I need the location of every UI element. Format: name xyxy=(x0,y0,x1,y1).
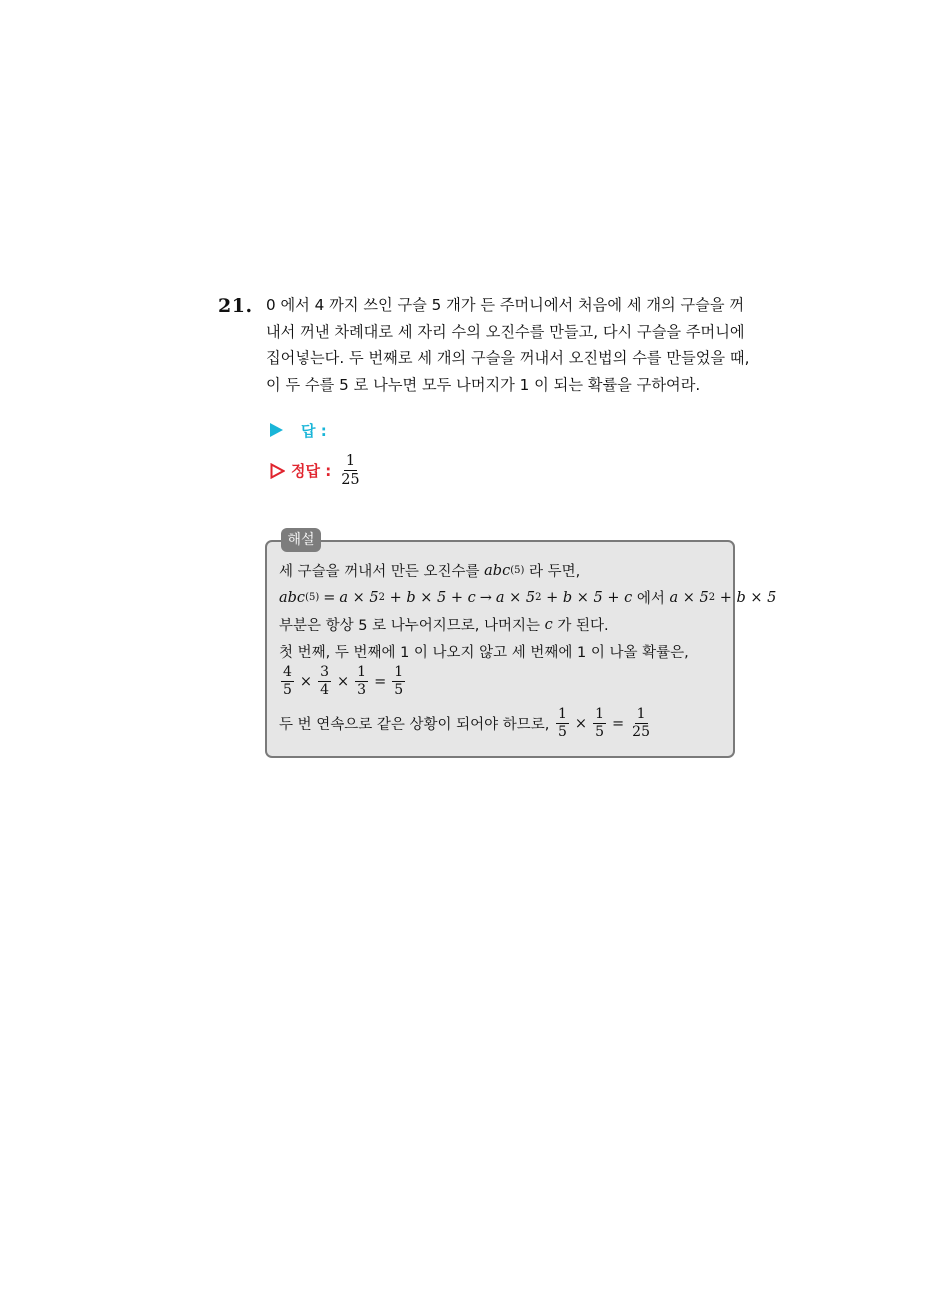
answer-label: 답 : xyxy=(301,422,327,440)
explanation-line-2: abc (5) = a × 5 2 + b × 5 + c → a × 5 2 + b × 5 + c 에서 a × 5 2 + b × 5 xyxy=(279,589,777,607)
fraction: $\frac{1}{5}$ xyxy=(558,706,567,740)
explanation-line-5: $\frac{4}{5}$ × $\frac{3}{4}$ × $\frac{1}{3}$ = $\frac{1}{5}$ xyxy=(283,664,404,698)
problem-number: 21. xyxy=(218,295,253,317)
solution-row xyxy=(270,452,364,489)
problem-line: 집어넣는다. 두 번째로 세 개의 구슬을 꺼내서 오진법의 수를 만들었을 때, xyxy=(266,349,750,367)
outline-triangle-icon xyxy=(270,463,285,479)
fraction: $\frac{1}{5}$ xyxy=(595,706,604,740)
problem-line: 내서 꺼낸 차례대로 세 자리 수의 오진수를 만들고, 다시 구슬을 주머니에 xyxy=(266,322,745,341)
fraction: $\frac{1}{5}$ xyxy=(394,664,404,698)
fraction: $\frac{4}{5}$ xyxy=(283,664,292,698)
play-triangle-icon xyxy=(270,423,283,437)
problem-line: 이 두 수를 5 로 나누면 모두 나머지가 1 이 되는 확률을 구하여라. xyxy=(266,375,701,394)
solution-label: 정답 : xyxy=(291,462,332,480)
explanation-line-1: 세 구슬을 꺼내서 만든 오진수를 abc (5) 라 두면, xyxy=(279,562,581,580)
fraction-numerator: 1 xyxy=(345,453,356,469)
problem-text xyxy=(266,292,756,398)
explanation-line-6: 두 번 연속으로 같은 상황이 되어야 하므로, $\frac{1}{5}$ × $\frac{1}{5}$ = $\frac{1}{25}$ xyxy=(279,706,650,740)
explanation-line-3: 부분은 항상 5 로 나누어지므로, 나머지는 c 가 된다. xyxy=(279,616,609,634)
fraction: $\frac{3}{4}$ xyxy=(320,664,329,698)
explanation-line-4: 첫 번째, 두 번째에 1 이 나오지 않고 세 번째에 1 이 나올 확률은, xyxy=(279,645,689,661)
problem-line: 0 에서 4 까지 쓰인 구슬 5 개가 든 주머니에서 처음에 세 개의 구슬을 꺼 xyxy=(266,296,745,314)
answer-row xyxy=(270,420,327,441)
solution-fraction xyxy=(339,452,361,489)
explanation-tab: 해설 xyxy=(281,528,321,552)
fraction: $\frac{1}{25}$ xyxy=(632,706,650,740)
fraction-denominator: 25 xyxy=(341,472,360,488)
fraction: $\frac{1}{3}$ xyxy=(357,664,367,698)
